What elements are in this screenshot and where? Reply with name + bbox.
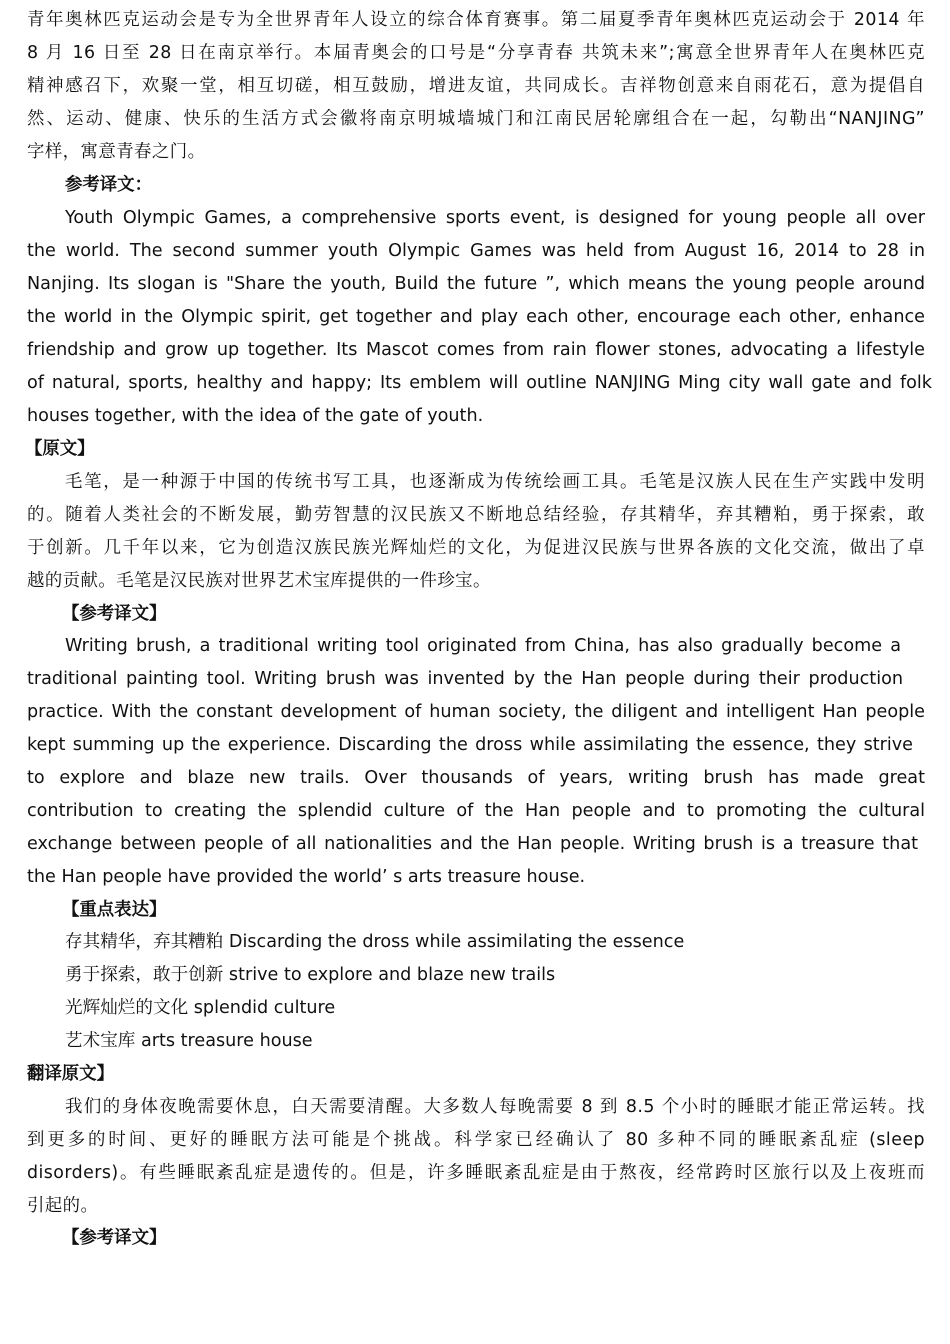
section-heading: 【原文】 [25,439,95,459]
translation-line: practice. With the constant development of human society, the diligent and intelligent Han people [27,702,925,722]
paragraph-line: 越的贡献。毛笔是汉民族对世界艺术宝库提供的一件珍宝。 [27,571,491,591]
paragraph-line: 于创新。几千年以来，它为创造汉族民族光辉灿烂的文化，为促进汉民族与世界各族的文化交流，做出了卓 [27,538,925,558]
key-expression: 光辉灿烂的文化 splendid culture [65,998,336,1018]
paragraph-line: disorders)。有些睡眠紊乱症是遗传的。但是，许多睡眠紊乱症是由于熬夜，经常跨时区旅行以及上夜班而 [27,1163,925,1183]
paragraph-line: 精神感召下，欢聚一堂，相互切磋，相互鼓励，增进友谊，共同成长。吉祥物创意来自雨花石，意为提倡自 [27,76,925,96]
translation-line: the Han people have provided the world’ s arts treasure house. [27,867,586,887]
translation-line: the world. The second summer youth Olympic Games was held from August 16, 2014 to 28 in [27,241,925,261]
paragraph-line: 引起的。 [27,1196,99,1216]
translation-line: friendship and grow up together. Its Mascot comes from rain flower stones, advocating a lifestyle [27,340,925,360]
translation-line: the world in the Olympic spirit, get together and play each other, encourage each other, enhance [27,307,925,327]
translation-line: to explore and blaze new trails. Over thousands of years, writing brush has made great [27,768,925,788]
section-heading: 【重点表达】 [62,900,167,920]
paragraph-line: 我们的身体夜晚需要休息，白天需要清醒。大多数人每晚需要 8 到 8.5 个小时的睡眠才能正常运转。找 [65,1097,925,1117]
translation-line: exchange between people of all nationalities and the Han people. Writing brush is a treasure that [27,834,918,854]
key-expression: 勇于探索，敢于创新 strive to explore and blaze new trails [65,965,556,985]
paragraph-line: 8 月 16 日至 28 日在南京举行。本届青奥会的口号是“分享青春 共筑未来”;寓意全世界青年人在奥林匹克 [27,43,925,63]
paragraph-line: 毛笔，是一种源于中国的传统书写工具，也逐渐成为传统绘画工具。毛笔是汉族人民在生产实践中发明 [65,472,925,492]
section-heading: 【参考译文】 [62,1228,167,1248]
translation-line: of natural, sports, healthy and happy; Its emblem will outline NANJING Ming city wall gate and folk [27,373,932,393]
translation-line: Nanjing. Its slogan is "Share the youth, Build the future ”, which means the young people around [27,274,925,294]
section-heading: 参考译文： [65,175,152,195]
section-heading: 【参考译文】 [62,604,167,624]
translation-line: Writing brush, a traditional writing tool originated from China, has also gradually become a [65,636,901,656]
paragraph-line: 到更多的时间、更好的睡眠方法可能是个挑战。科学家已经确认了 80 多种不同的睡眠紊乱症 (sleep [27,1130,925,1150]
paragraph-line: 然、运动、健康、快乐的生活方式会徽将南京明城墙城门和江南民居轮廓组合在一起，勾勒出“NANJING” [27,109,925,129]
translation-line: kept summing up the experience. Discarding the dross while assimilating the essence, they strive [27,735,913,755]
section-heading: 翻译原文】 [27,1064,114,1084]
translation-line: houses together, with the idea of the gate of youth. [27,406,484,426]
translation-line: traditional painting tool. Writing brush was invented by the Han people during their production [27,669,903,689]
paragraph-line: 青年奥林匹克运动会是专为全世界青年人设立的综合体育赛事。第二届夏季青年奥林匹克运动会于 2014 年 [27,10,925,30]
translation-line: contribution to creating the splendid culture of the Han people and to promoting the cultural [27,801,925,821]
paragraph-line: 字样，寓意青春之门。 [27,142,206,162]
paragraph-line: 的。随着人类社会的不断发展，勤劳智慧的汉民族又不断地总结经验，存其精华，弃其糟粕，勇于探索，敢 [27,505,925,525]
translation-line: Youth Olympic Games, a comprehensive sports event, is designed for young people all over [65,208,925,228]
key-expression: 艺术宝库 arts treasure house [65,1031,313,1051]
key-expression: 存其精华，弃其糟粕 Discarding the dross while assimilating the essence [65,932,685,952]
